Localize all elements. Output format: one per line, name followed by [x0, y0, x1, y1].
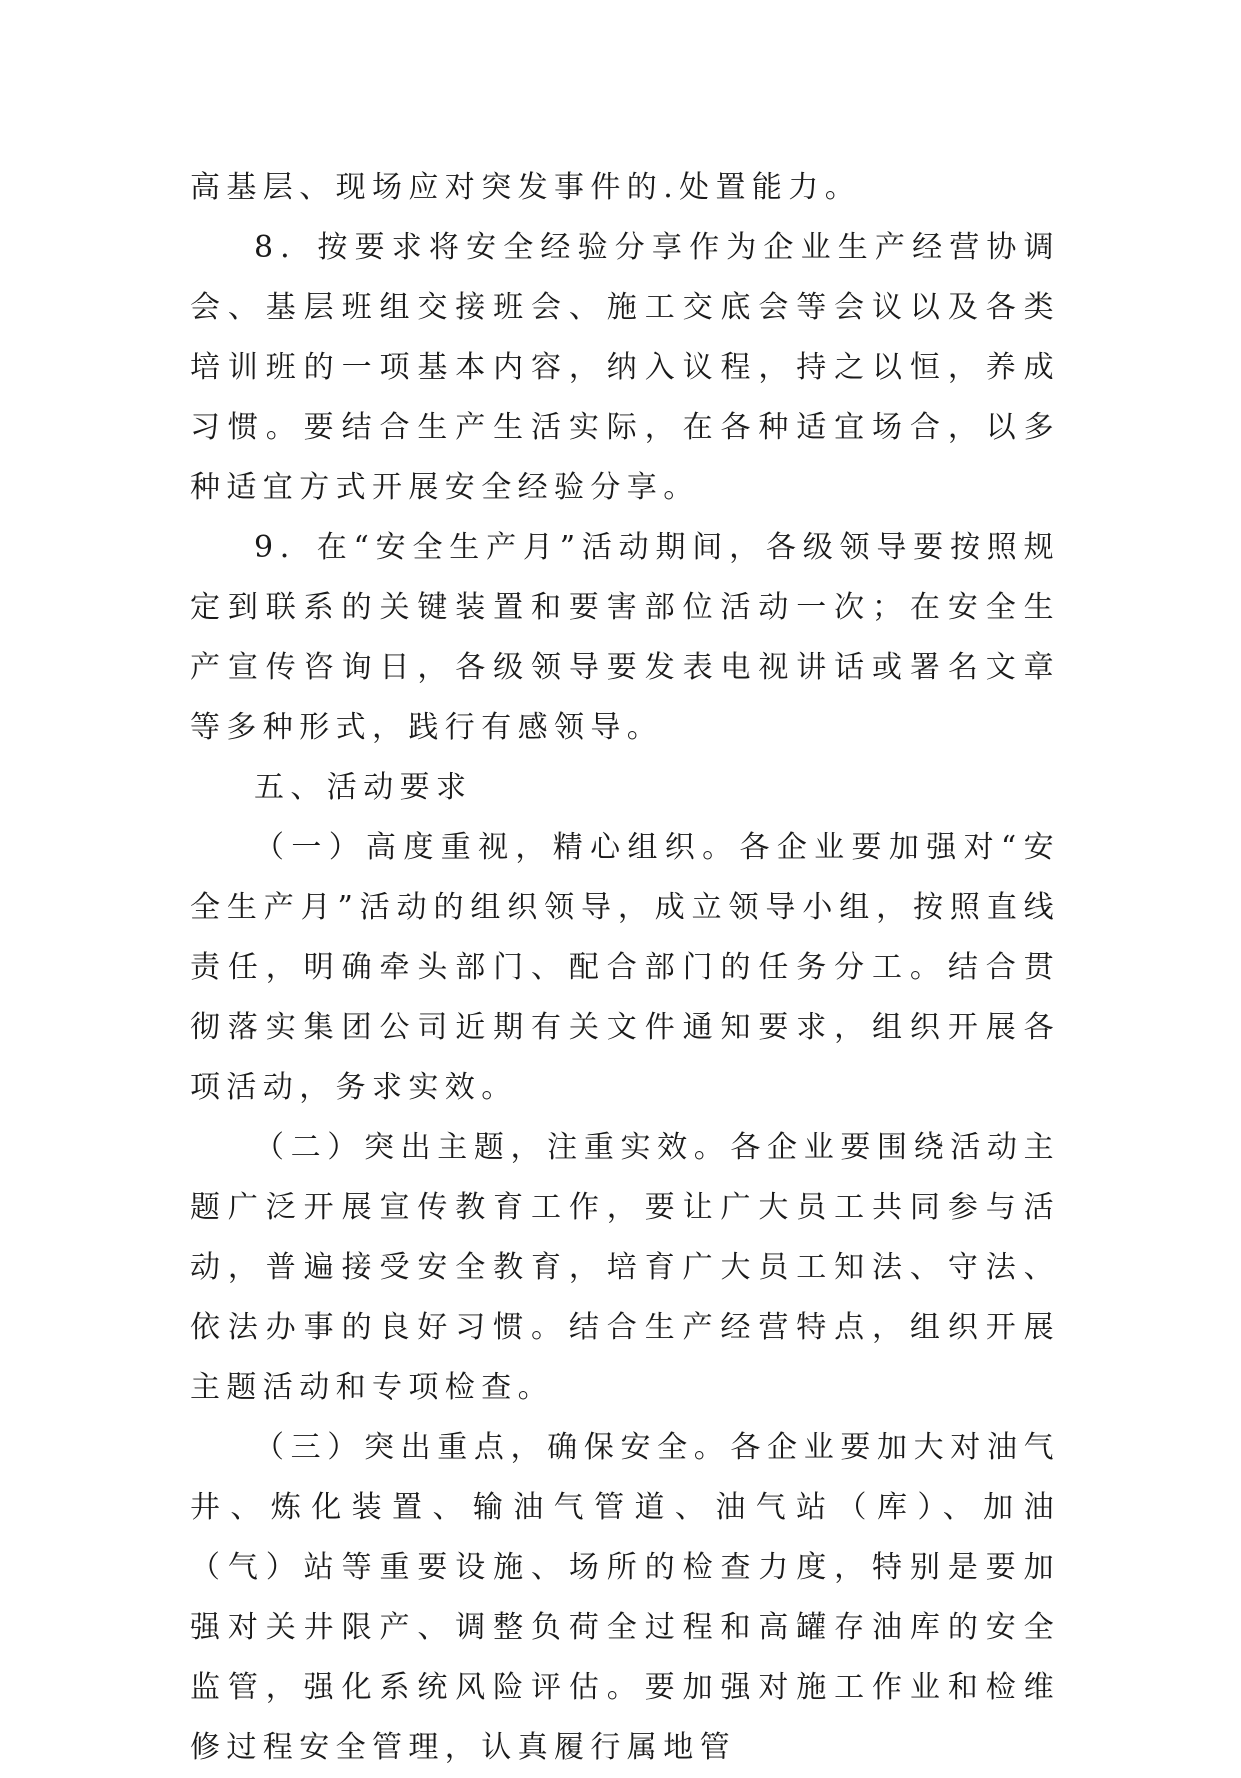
document-body: [190, 158, 1060, 1778]
paragraph-requirement-1: （一）高度重视，精心组织。各企业要加强对“安全生产月”活动的组织领导，成立领导小组，按照直线责任，明确牵头部门、配合部门的任务分工。结合贯彻落实集团公司近期有关文件通知要求，组织开展各项活动，务求实效。: [190, 830, 1060, 1105]
paragraph-continuation: 高基层、现场应对突发事件的.处置能力。: [190, 170, 862, 205]
paragraph-requirement-3: （三）突出重点，确保安全。各企业要加大对油气井、炼化装置、输油气管道、油气站（库）、加油（气）站等重要设施、场所的检查力度，特别是要加强对关井限产、调整负荷全过程和高罐存油库的安全监管，强化系统风险评估。要加强对施工作业和检维修过程安全管理，认真履行属地管: [190, 1430, 1060, 1765]
paragraph-requirement-2: （二）突出主题，注重实效。各企业要围绕活动主题广泛开展宣传教育工作，要让广大员工共同参与活动，普遍接受安全教育，培育广大员工知法、守法、依法办事的良好习惯。结合生产经营特点，组织开展主题活动和专项检查。: [190, 1130, 1060, 1405]
section-heading-activity-requirements: 五、活动要求: [254, 770, 473, 805]
paragraph-item-8: 8．按要求将安全经验分享作为企业生产经营协调会、基层班组交接班会、施工交底会等会议以及各类培训班的一项基本内容，纳入议程，持之以恒，养成习惯。要结合生产生活实际，在各种适宜场合，以多种适宜方式开展安全经验分享。: [190, 230, 1060, 505]
paragraph-item-9: 9．在“安全生产月”活动期间，各级领导要按照规定到联系的关键装置和要害部位活动一次；在安全生产宣传咨询日，各级领导要发表电视讲话或署名文章等多种形式，践行有感领导。: [190, 530, 1060, 745]
